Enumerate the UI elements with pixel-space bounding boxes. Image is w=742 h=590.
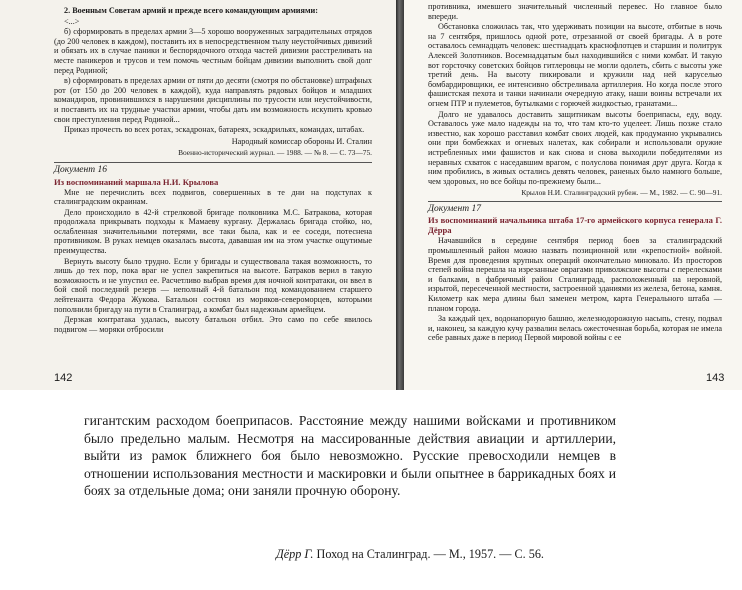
document-title: Из воспоминаний начальника штаба 17-го армейского корпуса генерала Г. Дёрра — [428, 215, 722, 236]
right-page — [404, 0, 742, 390]
body-paragraph: Дерзкая контратака удалась, высоту батальон отбил. Это само по себе явилось подвигом — моряки отбросили — [54, 315, 372, 334]
body-paragraph: Долго не удавалось доставить защитникам высоты боеприпасы, еду, воду. Оставалось уже мало надежды на то, что там кто-то уцелеет. Лишь позже стало известно, как хорошо расставил комбат своих людей, как продуманно укрывались они при бомбежках и огневых налетах, как собирали и использовали оружие истребленных ими фашистов и как снова и снова выходили победителями из неравных схваток с наседавшим врагом, с полуслова понимая друг друга. Когда к ним пробились, в живых остались девять человек, раненых было намного больше, чем здоровых, но все бойцы по-прежнему были... — [428, 109, 722, 186]
bottom-page — [0, 392, 742, 590]
order-final-line: Приказ прочесть во всех ротах, эскадронах, батареях, эскадрильях, командах, штабах. — [64, 125, 365, 135]
order-point-v: в) сформировать в пределах армии от пяти до десяти (смотря по обстановке) штрафных рот (от 150 до 200 человек в каждой), куда направлять рядовых бойцов и младших командиров, провинившихся в нарушении дисциплины по трусости или неустойчивости, и поставить их на трудные участки армии, чтобы дать им возможность искупить кровью свои преступления перед Родиной... — [54, 76, 372, 124]
document-label: Документ 17 — [428, 203, 481, 214]
body-paragraph: За каждый цех, водонапорную башню, железнодорожную насыпь, стену, подвал и, наконец, за каждую кучу развалин велась ожесточенная борьба, которая не имела себе равных даже в период Первой мировой войны с ее — [428, 314, 722, 343]
document-label: Документ 16 — [54, 164, 107, 175]
page-number-left: 142 — [54, 372, 73, 384]
document-title: Из воспоминаний маршала Н.И. Крылова — [54, 176, 219, 187]
source-note — [276, 547, 576, 562]
divider — [428, 201, 722, 202]
body-paragraph: Мне не перечислить всех подвигов, совершенных в те дни на подступах к сталинградским окраинам. — [54, 187, 372, 207]
order-point-2: 2. Военным Советам армий и прежде всего командующим армиями: — [64, 6, 318, 15]
body-paragraph: Обстановка сложилась так, что удерживать позиции на высоте, отбитые в ночь на 7 сентября, пришлось одной роте, отрезанной от своей бригады. А в роте оставалось семнадцать человек: шестнадцать краснофлотцев и старшин и политрук Алексей Золотников. Восемнадцатым был находившийся с ними комбат. И такую вот горсточку советских бойцов гитлеровцы не могли одолеть, сбить с высоты уже третий день. На высоту пикировали и кружили над ней каруселью бомбардировщики, ее интенсивно обстреливала артиллерия. Но когда после этого фашистская пехота и танки начинали очередную атаку, наши воины встречали их огнем ПТР и пулеметов, бутылками с горючей жидкостью, гранатами... — [428, 22, 722, 108]
ellipsis-mark: <...> — [64, 16, 80, 26]
divider — [54, 162, 372, 163]
left-column — [54, 6, 372, 335]
order-point-b: б) сформировать в пределах армии 3—5 хорошо вооруженных заградительных отрядов (до 200 человек в каждом), поставить их в непосредственном тылу неустойчивых дивизий и обязать их в случае паники и беспорядочного отхода частей дивизии расстреливать на месте паникеров и трусов и тем помочь честным бойцам дивизии выполнить свой долг перед Родиной; — [54, 27, 372, 75]
body-paragraph: противника, имевшего значительный численный перевес. Но главное было впереди. — [428, 2, 722, 21]
left-page — [0, 0, 396, 390]
source-title: Поход на Сталинград. — М., 1957. — С. 56. — [316, 547, 544, 561]
page-number-right: 143 — [706, 372, 725, 384]
book-spine — [396, 0, 404, 390]
right-column — [428, 2, 722, 344]
body-paragraph: Вернуть высоту было трудно. Если у бригады и существовала такая возможность, то лишь до тех пор, пока враг не успел закрепиться на высоте. Батраков верил в такую возможность и не упустил ее. Расчетливо выбрав время для ночной контратаки, он ввел в бой свой последний резерв — неполный 4-й батальон под командованием старшего лейтенанта Федора Жукова. Батальон состоял из моряков-североморцев, которыми пополнили бригаду на пути в Сталинград, а комбат был надежным армейцем. — [54, 256, 372, 314]
body-paragraph: гигантским расходом боеприпасов. Расстояние между нашими войсками и противником было предельно малым. Несмотря на массированные действия авиации и артиллерии, выйти из рамок ближнего боя было невозможно. Русские превосходили немцев в отношении использования местности и маскировки и были опытнее в баррикадных боях и боях за отдельные дома; они заняли прочную оборону. — [84, 413, 616, 499]
signature: Народный комиссар обороны И. Сталин — [231, 136, 372, 146]
body-paragraph: Дело происходило в 42-й стрелковой бригаде полковника М.С. Батракова, которая продолжала прикрывать подходы к Мамаеву кургану. Держалась бригада стойко, но, ослабленная значительными потерями, все таки была, как и ее соседи, потеснена противником. В руках немцев оказалась высота, дававшая им на этом участке ощутимые преимущества. — [54, 207, 372, 256]
bottom-text — [84, 412, 616, 500]
source-note: Крылов Н.И. Сталинградский рубеж. — М., 1982. — С. 90—91. — [521, 188, 722, 198]
source-note: Военно-исторический журнал. — 1988. — № 8. — С. 73—75. — [178, 148, 372, 158]
body-paragraph: Начавшийся в середине сентября период боев за сталинградский промышленный район можно назвать позиционной или «крепостной» войной. Время для проведения крупных операций окончательно миновало. Из просторов степей война перешла на изрезанные оврагами приволжские высоты с перелесками и балками, в фабричный район Сталинграда, расположенный на неровной, изрытой, пересеченной местности, застроенной зданиями из железа, бетона, камня. Километр как мера длины был заменен метром, карта Генерального штаба — планом города. — [428, 236, 722, 313]
source-author: Дёрр Г. — [276, 547, 314, 561]
